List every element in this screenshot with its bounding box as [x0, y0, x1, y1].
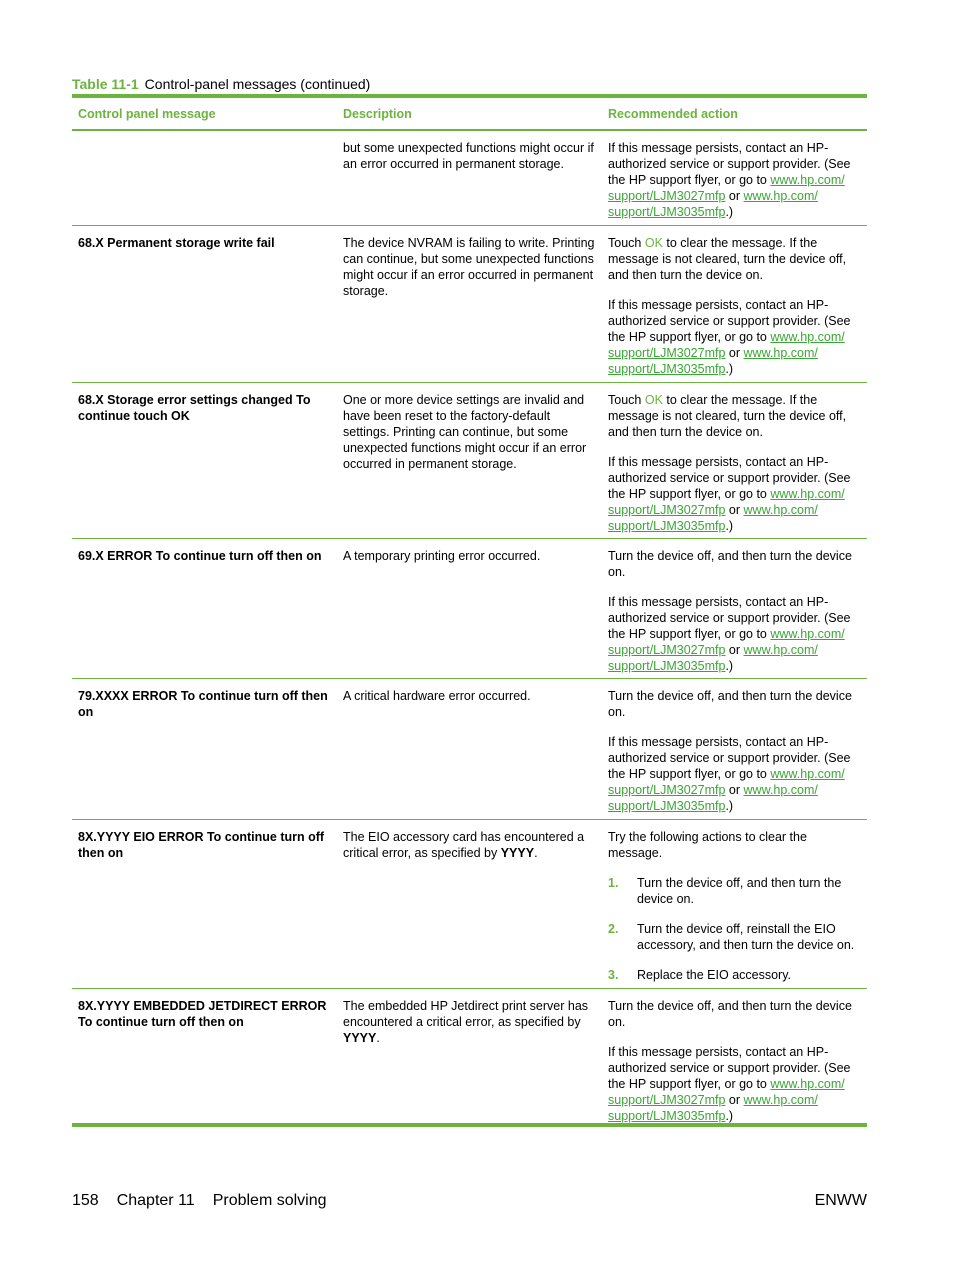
row-message — [72, 131, 337, 225]
chapter-label: Chapter 11 — [116, 1192, 195, 1209]
row-message: 8X.YYYY EMBEDDED JETDIRECT ERROR To continue turn off then on — [78, 999, 327, 1029]
row-message: 8X.YYYY EIO ERROR To continue turn off then on — [78, 830, 325, 860]
table-row — [72, 679, 867, 820]
table-header — [72, 98, 867, 131]
support-link[interactable]: www.hp.com/ — [743, 346, 818, 360]
header-description: Description — [343, 106, 412, 121]
support-link[interactable]: www.hp.com/ — [770, 1077, 845, 1091]
list-item: 1. Turn the device off, and then turn the device on. — [608, 876, 842, 906]
row-action: Touch OK to clear the message. If the message is not cleared, turn the device off, and then turn the device on. If this message persists, contact an HP-authorized service or support provider. (See the HP support flyer, or go to www.hp.com/ support/LJM3027mfp or www.hp.com/ support/LJM3035mfp.) — [608, 236, 851, 376]
support-link[interactable]: www.hp.com/ — [743, 1093, 818, 1107]
row-action: Turn the device off, and then turn the device on. If this message persists, contact an HP-authorized service or support provider. (See the HP support flyer, or go to www.hp.com/ support/LJM3027mfp or www.hp.com/ support/LJM3035mfp.) — [608, 549, 852, 673]
row-action: Touch OK to clear the message. If the message is not cleared, turn the device off, and then turn the device on. If this message persists, contact an HP-authorized service or support provider. (See the HP support flyer, or go to www.hp.com/ support/LJM3027mfp or www.hp.com/ support/LJM3035mfp.) — [608, 393, 851, 533]
ok-keyword: OK — [644, 236, 663, 250]
support-link[interactable]: support/LJM3035mfp — [608, 1109, 726, 1123]
list-item: 3. Replace the EIO accessory. — [608, 968, 792, 982]
support-link[interactable]: support/LJM3027mfp — [608, 783, 726, 797]
row-message: 79.XXXX ERROR To continue turn off then on — [78, 689, 328, 719]
support-link[interactable]: www.hp.com/ — [743, 643, 818, 657]
steps-list — [608, 875, 861, 983]
table-bottom-rule — [72, 1123, 867, 1127]
table-caption — [72, 75, 370, 93]
row-description: The device NVRAM is failing to write. Printing can continue, but some unexpected functions might occur if an error occurred in permanent storage. — [343, 236, 595, 298]
table-row — [72, 383, 867, 539]
support-link[interactable]: support/LJM3027mfp — [608, 1093, 726, 1107]
support-link[interactable]: support/LJM3035mfp — [608, 659, 726, 673]
row-message: 69.X ERROR To continue turn off then on — [78, 549, 322, 563]
row-description: The EIO accessory card has encountered a critical error, as specified by YYYY. — [343, 830, 585, 860]
page-footer — [72, 1192, 867, 1210]
row-action: Try the following actions to clear the message. 1. Turn the device off, and then turn the device on. 2. Turn the device off, reinstall the EIO accessory, and then turn the device on. 3. Replace the EIO accessory. — [602, 820, 867, 988]
table-row — [72, 989, 867, 1127]
table-row — [72, 820, 867, 989]
support-link[interactable]: www.hp.com/ — [770, 487, 845, 501]
table-title: Control-panel messages (continued) — [144, 76, 371, 92]
page-number: 158 — [72, 1192, 99, 1209]
support-link[interactable]: www.hp.com/ — [770, 767, 845, 781]
row-description: The embedded HP Jetdirect print server has encountered a critical error, as specified by YYYY. — [343, 999, 589, 1045]
table-row — [72, 226, 867, 383]
support-link[interactable]: www.hp.com/ — [770, 627, 845, 641]
row-message: 68.X Permanent storage write fail — [78, 236, 275, 250]
support-link[interactable]: support/LJM3027mfp — [608, 346, 726, 360]
support-link[interactable]: support/LJM3027mfp — [608, 189, 726, 203]
table-row — [72, 131, 867, 226]
control-panel-table — [72, 94, 867, 1127]
row-message: 68.X Storage error settings changed To continue touch OK — [78, 393, 311, 423]
support-link[interactable]: www.hp.com/ — [743, 503, 818, 517]
footer-right-label: ENWW — [814, 1192, 867, 1209]
support-link[interactable]: www.hp.com/ — [743, 783, 818, 797]
support-link[interactable]: support/LJM3027mfp — [608, 503, 726, 517]
ok-keyword: OK — [644, 393, 663, 407]
row-description: but some unexpected functions might occur if an error occurred in permanent storage. — [343, 141, 594, 171]
table-number: Table 11-1 — [72, 76, 139, 92]
support-link[interactable]: support/LJM3035mfp — [608, 799, 726, 813]
support-link[interactable]: www.hp.com/ — [743, 189, 818, 203]
row-action: If this message persists, contact an HP-authorized service or support provider. (See the HP support flyer, or go to www.hp.com/ support/LJM3027mfp or www.hp.com/ support/LJM3035mfp.) — [608, 141, 851, 219]
list-item: 2. Turn the device off, reinstall the EIO accessory, and then turn the device on. — [608, 922, 855, 952]
support-link[interactable]: support/LJM3035mfp — [608, 205, 726, 219]
support-link[interactable]: www.hp.com/ — [770, 173, 845, 187]
table-row — [72, 539, 867, 679]
row-description: A critical hardware error occurred. — [343, 689, 531, 703]
header-message: Control panel message — [78, 106, 216, 121]
support-link[interactable]: support/LJM3035mfp — [608, 519, 726, 533]
row-description: One or more device settings are invalid and have been reset to the factory-default settings. Printing can continue, but some unexpected functions might occur if an error occurred in permanent storage. — [343, 393, 587, 471]
row-action: Turn the device off, and then turn the device on. If this message persists, contact an HP-authorized service or support provider. (See the HP support flyer, or go to www.hp.com/ support/LJM3027mfp or www.hp.com/ support/LJM3035mfp.) — [608, 999, 852, 1123]
support-link[interactable]: www.hp.com/ — [770, 330, 845, 344]
support-link[interactable]: support/LJM3035mfp — [608, 362, 726, 376]
header-action: Recommended action — [608, 106, 738, 121]
section-label: Problem solving — [212, 1192, 327, 1209]
row-description: A temporary printing error occurred. — [343, 549, 541, 563]
row-action: Turn the device off, and then turn the device on. If this message persists, contact an HP-authorized service or support provider. (See the HP support flyer, or go to www.hp.com/ support/LJM3027mfp or www.hp.com/ support/LJM3035mfp.) — [608, 689, 852, 813]
support-link[interactable]: support/LJM3027mfp — [608, 643, 726, 657]
